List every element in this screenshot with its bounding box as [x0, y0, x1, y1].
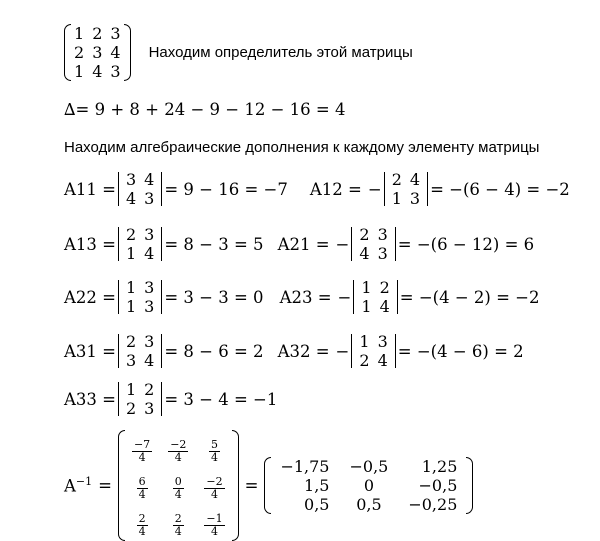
fraction-matrix [118, 430, 239, 541]
fraction-denominator: 4 [138, 451, 146, 464]
decimal-cell: 0,5 [304, 495, 330, 514]
cofactor-sign: − [367, 179, 382, 199]
cofactor-label: A23 = [279, 287, 332, 307]
decimal-cell: 0 [363, 476, 374, 495]
fraction [132, 439, 152, 464]
matrix-cell: 4 [92, 62, 103, 81]
minor-cell: 2 [379, 278, 390, 297]
minor-determinant [116, 170, 164, 208]
cofactor-label: A33 = [64, 389, 116, 409]
cofactor-row-3 [64, 278, 539, 316]
minor-determinant [351, 278, 399, 316]
cofactor-label: A32 = [277, 341, 330, 361]
minor-cell: 1 [391, 189, 402, 208]
decimal-cell: −1,75 [280, 457, 330, 476]
fraction [173, 476, 184, 501]
cofactor-row-2 [64, 225, 534, 263]
minor-cell: 3 [377, 225, 388, 244]
matrix-cell: 3 [92, 43, 103, 62]
fraction [204, 476, 224, 501]
matrix-cell: 1 [74, 62, 85, 81]
minor-cell: 4 [125, 189, 137, 208]
minor-cell: 3 [144, 332, 155, 351]
inverse-exponent: −1 [75, 475, 93, 489]
minor-cell: 2 [125, 225, 137, 244]
minor-determinant [349, 332, 397, 370]
minor-cell: 1 [361, 297, 372, 316]
minor-determinant [382, 170, 430, 208]
cofactor-result: = 8 − 3 = 5 [164, 234, 264, 254]
matrix-cell: 3 [110, 62, 121, 81]
fraction [168, 439, 188, 464]
cofactor-sign: − [337, 287, 352, 307]
minor-cell: 2 [359, 225, 370, 244]
minor-cell: 3 [377, 332, 388, 351]
cofactor-label: A22 = [64, 287, 116, 307]
fraction-denominator: 4 [138, 525, 146, 538]
fraction [137, 513, 148, 538]
minor-cell: 4 [377, 351, 388, 370]
minor-cell: 3 [144, 278, 155, 297]
fraction-denominator: 4 [211, 451, 219, 464]
original-matrix [64, 24, 131, 81]
cofactor-result: = 3 − 3 = 0 [164, 287, 264, 307]
minor-cell: 4 [144, 170, 155, 189]
minor-cell: 3 [144, 399, 155, 418]
minor-cell: 4 [409, 170, 421, 189]
minor-cell: 2 [359, 351, 370, 370]
minor-cell: 1 [125, 278, 137, 297]
fraction-numerator: −2 [170, 438, 187, 451]
inverse-label [64, 475, 92, 496]
minor-cell: 4 [144, 244, 155, 263]
cofactor-label: A13 = [64, 234, 116, 254]
cofactor-result: = −(6 − 12) = 6 [397, 234, 535, 254]
fraction-numerator: 2 [138, 512, 146, 525]
minor-cell: 3 [125, 170, 137, 189]
matrix-cell: 4 [110, 43, 121, 62]
original-matrix-row [64, 24, 413, 81]
fraction [209, 439, 220, 464]
fraction-denominator: 4 [138, 488, 146, 501]
fraction-numerator: −2 [206, 475, 223, 488]
minor-cell: 4 [359, 244, 370, 263]
inverse-matrix-row [64, 430, 473, 541]
fraction-denominator: 4 [174, 525, 182, 538]
minor-cell: 2 [125, 399, 137, 418]
minor-cell: 1 [125, 380, 137, 399]
title-find-determinant: Находим определитель этой матрицы [148, 44, 413, 61]
delta-symbol: ∆= [64, 100, 90, 119]
cofactor-row-5 [64, 380, 277, 418]
fraction [204, 513, 224, 538]
minor-cell: 3 [409, 189, 421, 208]
minor-cell: 2 [125, 332, 137, 351]
minor-determinant [116, 225, 164, 263]
minor-cell: 1 [125, 244, 137, 263]
inverse-symbol: A [64, 476, 76, 496]
cofactor-result: = 3 − 4 = −1 [164, 389, 278, 409]
cofactor-row-1 [64, 170, 570, 208]
minor-cell: 1 [125, 297, 137, 316]
fraction-numerator: 5 [211, 438, 219, 451]
cofactor-result: = −(6 − 4) = −2 [430, 179, 570, 199]
fraction-numerator: 6 [138, 475, 146, 488]
decimal-matrix [264, 457, 473, 514]
minor-determinant [349, 225, 397, 263]
minor-cell: 4 [144, 351, 155, 370]
minor-determinant [116, 332, 164, 370]
cofactor-label: A11 = [64, 179, 116, 199]
fraction-denominator: 4 [211, 488, 219, 501]
cofactor-row-4 [64, 332, 524, 370]
cofactor-result: = 9 − 16 = −7 [164, 179, 288, 199]
decimal-cell: 0,5 [356, 495, 382, 514]
cofactor-sign: − [335, 341, 350, 361]
title-find-cofactors: Находим алгебраические дополнения к каждому элементу матрицы [64, 139, 540, 156]
minor-determinant [116, 380, 164, 418]
matrix-cell: 3 [110, 24, 121, 43]
cofactor-label: A12 = [309, 179, 362, 199]
fraction-numerator: 2 [174, 512, 182, 525]
fraction-denominator: 4 [174, 488, 182, 501]
cofactor-result: = −(4 − 2) = −2 [399, 287, 540, 307]
fraction [173, 513, 184, 538]
cofactor-label: A31 = [64, 341, 116, 361]
fraction-numerator: 0 [174, 475, 182, 488]
fraction [137, 476, 148, 501]
fraction-numerator: −7 [133, 438, 151, 451]
cofactor-result: = 8 − 6 = 2 [164, 341, 264, 361]
minor-cell: 1 [359, 332, 370, 351]
determinant-line [64, 100, 345, 119]
minor-cell: 1 [361, 278, 372, 297]
decimal-cell: −0,5 [349, 457, 389, 476]
determinant-expression: 9 + 8 + 24 − 9 − 12 − 16 = 4 [94, 100, 346, 119]
equals-sign: = [98, 476, 112, 495]
fraction-denominator: 4 [174, 451, 182, 464]
minor-cell: 3 [144, 297, 155, 316]
minor-cell: 2 [144, 380, 155, 399]
decimal-cell: −0,5 [418, 476, 458, 495]
matrix-cell: 1 [74, 24, 85, 43]
cofactor-result: = −(4 − 6) = 2 [397, 341, 524, 361]
minor-cell: 3 [144, 225, 155, 244]
decimal-cell: −0,25 [408, 495, 458, 514]
minor-cell: 3 [377, 244, 388, 263]
minor-determinant [116, 278, 164, 316]
matrix-cell: 2 [74, 43, 85, 62]
minor-cell: 3 [144, 189, 155, 208]
minor-cell: 2 [391, 170, 402, 189]
fraction-denominator: 4 [211, 525, 219, 538]
equals-sign: = [244, 476, 259, 495]
minor-cell: 4 [379, 297, 390, 316]
decimal-cell: 1,5 [304, 476, 330, 495]
decimal-cell: 1,25 [421, 457, 458, 476]
minor-cell: 3 [125, 351, 137, 370]
matrix-cell: 2 [92, 24, 103, 43]
cofactor-label: A21 = [277, 234, 330, 254]
fraction-numerator: −1 [206, 512, 223, 525]
cofactor-sign: − [335, 234, 350, 254]
